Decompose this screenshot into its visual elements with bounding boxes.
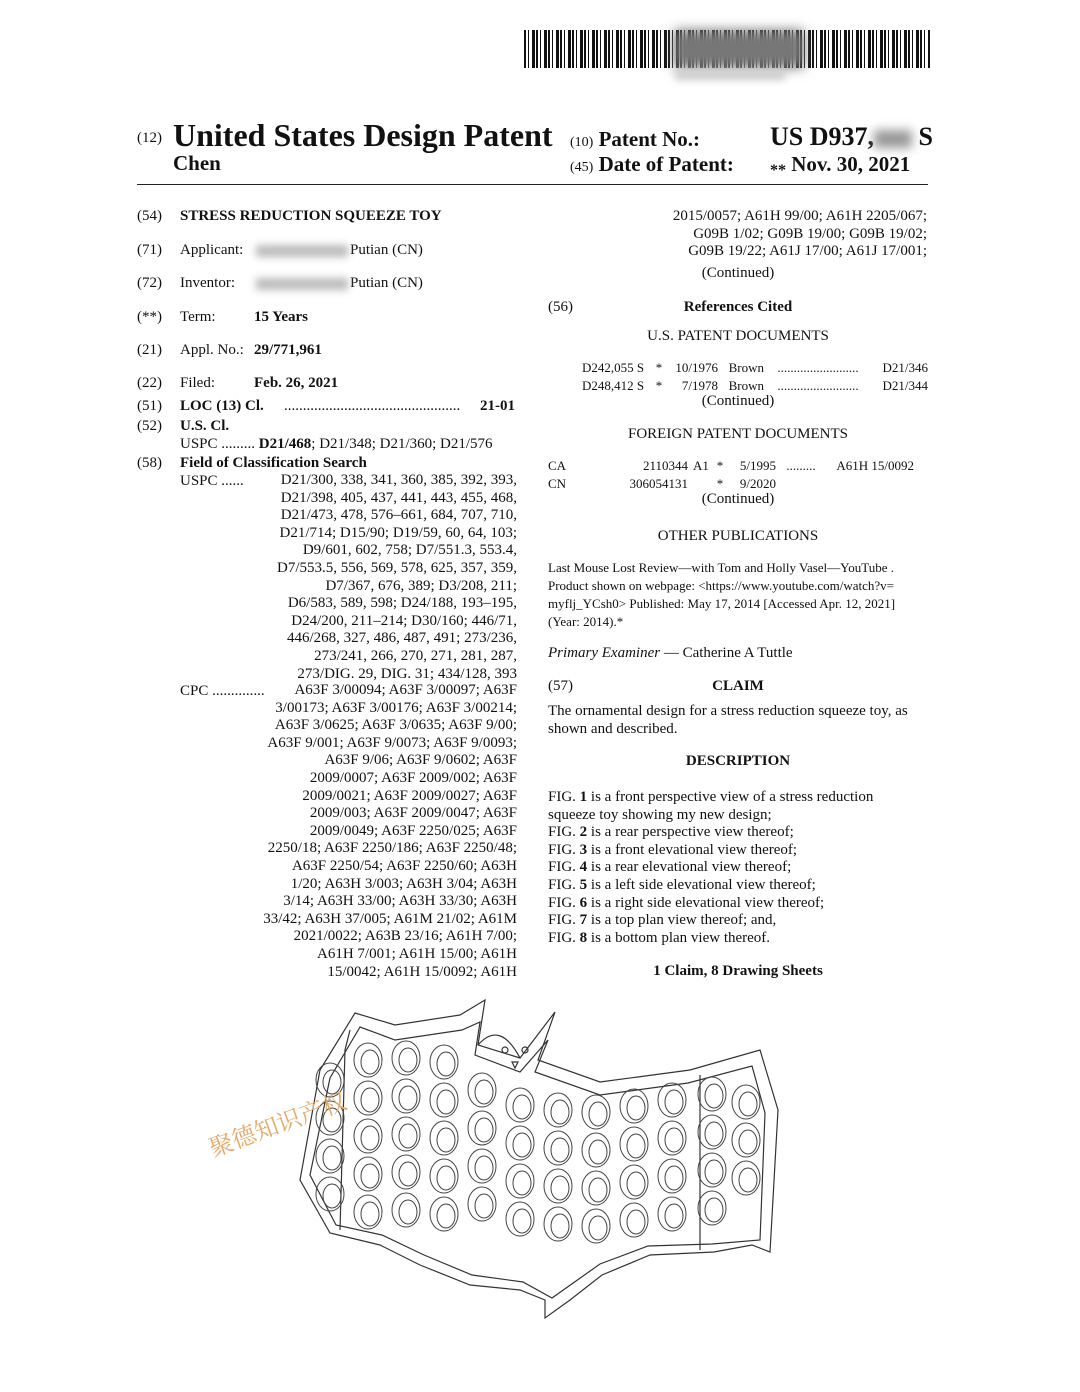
uspc-rest: ; D21/348; D21/360; D21/576 (311, 436, 493, 452)
references-title: References Cited (683, 299, 793, 315)
applicant-value (256, 242, 423, 259)
pop-bubble-inner (513, 1095, 531, 1119)
inventor-surname: Chen (173, 151, 221, 175)
fig-text: is a rear elevational view thereof; (590, 859, 792, 876)
cpc-search-line: A63F 9/06; A63F 9/0602; A63F (324, 752, 517, 769)
ref-number: D248,412 S (582, 378, 645, 393)
ref-star: * (716, 476, 724, 491)
bat-wing-ridge-left (340, 1030, 350, 1230)
cpc-search-line: 2009/0007; A63F 2009/002; A63F (309, 769, 517, 786)
appl-no-label: Appl. No.: (180, 342, 244, 358)
pop-bubble-inner (475, 1080, 493, 1104)
uspc2-prefix: USPC ...... (180, 473, 244, 489)
pop-bubble (698, 1077, 726, 1111)
pop-bubble (392, 1193, 420, 1227)
ref-star: * (655, 360, 663, 375)
claim-title: CLAIM (712, 678, 764, 694)
code-51: (51) (137, 398, 162, 414)
pop-bubble (620, 1089, 648, 1123)
code-58: (58) (137, 455, 162, 471)
classification-line: G09B 19/22; A61J 17/00; A61J 17/001; (688, 243, 927, 260)
patent-number-suffix: S (918, 122, 933, 151)
uspc-main: D21/468 (258, 436, 312, 452)
invention-title: STRESS REDUCTION SQUEEZE TOY (180, 208, 442, 224)
fig-text: is a top plan view thereof; and, (590, 912, 777, 929)
pop-bubble (698, 1191, 726, 1225)
pop-bubble (468, 1073, 496, 1107)
patent-date-text: Nov. 30, 2021 (791, 152, 911, 176)
classification-continued (600, 208, 927, 261)
ref-class: D21/344 (882, 378, 928, 393)
pop-bubble (430, 1159, 458, 1193)
code-52: (52) (137, 418, 162, 434)
claims-summary: 1 Claim, 8 Drawing Sheets (653, 963, 823, 979)
cpc-search-line: 1/20; A63H 3/003; A63H 3/04; A63H (290, 875, 517, 892)
cpc-search-line: 2021/0022; A63B 23/16; A61H 7/00; (293, 928, 517, 945)
figure-description-line (548, 912, 933, 930)
fig-label: FIG. (548, 876, 580, 893)
pop-bubble (354, 1119, 382, 1153)
pop-bubble (316, 1177, 344, 1211)
pop-bubble (620, 1203, 648, 1237)
code-57: (57) (548, 678, 573, 694)
pop-bubble-inner (739, 1092, 757, 1116)
examiner-dash: — (660, 645, 683, 661)
pop-bubble (698, 1153, 726, 1187)
examiner-line (548, 645, 793, 662)
foreign-docs-heading: FOREIGN PATENT DOCUMENTS (627, 426, 849, 442)
uspc-search-line: 273/241, 266, 270, 271, 281, 287, (314, 647, 517, 664)
figure-description-line (548, 895, 933, 913)
classification-line: G09B 1/02; G09B 19/00; G09B 19/02; (693, 225, 927, 242)
pop-bubble-inner (475, 1118, 493, 1142)
figure-description-line (548, 824, 933, 842)
us-reference-row (548, 360, 928, 378)
foreign-reference-row (548, 458, 928, 476)
ref-number: 306054131 (629, 476, 688, 491)
pop-bubble (506, 1126, 534, 1160)
other-publications-heading: OTHER PUBLICATIONS (657, 528, 819, 544)
pop-bubble-inner (437, 1204, 455, 1228)
figure-description-line (548, 842, 933, 860)
pop-bubble (582, 1133, 610, 1167)
pop-bubble-inner (399, 1162, 417, 1186)
uspc-search-line: 273/DIG. 29, DIG. 31; 434/128, 393 (297, 665, 517, 682)
pop-bubble (544, 1169, 572, 1203)
uspc-search-line: D21/714; D15/90; D19/59, 60, 64, 103; (279, 524, 517, 541)
uspc-search-line: D7/553.5, 556, 569, 578, 625, 357, 359, (277, 559, 517, 576)
us-patent-docs-heading: U.S. PATENT DOCUMENTS (647, 328, 829, 344)
pop-bubble (430, 1083, 458, 1117)
pop-bubble (582, 1095, 610, 1129)
pop-bubble-inner (399, 1200, 417, 1224)
pop-bubble-inner (437, 1166, 455, 1190)
pop-bubble-inner (739, 1130, 757, 1154)
fig-text: is a bottom plan view thereof. (590, 929, 771, 946)
pop-bubble (544, 1131, 572, 1165)
pop-bubble (430, 1197, 458, 1231)
redacted-inventor (256, 278, 348, 290)
uspc-line (180, 436, 493, 453)
code-71: (71) (137, 242, 162, 258)
pop-bubble (468, 1111, 496, 1145)
claim-text (548, 703, 933, 738)
loc-dots: ............................................... (284, 398, 461, 414)
publication-line: (Year: 2014).* (548, 614, 624, 629)
fig-number: 3 (579, 841, 588, 858)
patent-date (770, 152, 910, 177)
other-publications (548, 559, 933, 631)
claim-line: The ornamental design for a stress reduction squeeze toy, as (548, 703, 908, 719)
applicant-label: Applicant: (180, 242, 244, 258)
header-rule (137, 184, 928, 185)
pop-bubble-inner (437, 1128, 455, 1152)
figure-description-line (548, 877, 933, 895)
publication-line: Product shown on webpage: <https://www.youtube.com/watch?v= (548, 578, 894, 593)
document-type-title: United States Design Patent (173, 117, 553, 153)
bat-eye-left (502, 1047, 508, 1053)
pop-bubble (582, 1209, 610, 1243)
pop-bubble (392, 1079, 420, 1113)
cpc-search-line: 2009/003; A63F 2009/0047; A63F (309, 805, 517, 822)
watermark: 聚德知识产权 (205, 1087, 351, 1163)
pop-bubble-inner (513, 1133, 531, 1157)
loc-label: LOC (13) Cl. (180, 398, 264, 414)
pop-bubble (620, 1127, 648, 1161)
inventor-location: Putian (CN) (350, 275, 423, 291)
pop-bubble (506, 1164, 534, 1198)
ref-class: A61H 15/0092 (836, 458, 914, 473)
code-term: (**) (137, 309, 162, 325)
fig-text: is a left side elevational view thereof; (590, 876, 816, 893)
continued-3: (Continued) (701, 491, 775, 507)
cpc-search-line: 3/14; A63H 33/00; A63H 33/30; A63H (283, 893, 517, 910)
publication-line: Last Mouse Lost Review—with Tom and Holly Vasel—YouTube . (548, 560, 895, 575)
bat-head (478, 1035, 520, 1058)
ref-number: 2110344 (642, 458, 688, 473)
cpc-prefix: CPC .............. (180, 683, 265, 699)
fig-label: FIG. (548, 912, 580, 929)
ref-date: 10/1976 (675, 360, 718, 375)
cpc-search-line: A61H 7/001; A61H 15/00; A61H (316, 945, 517, 962)
bat-nose (512, 1062, 518, 1068)
pop-bubble-inner (589, 1140, 607, 1164)
code-10: (10) (570, 135, 594, 150)
uspc-search-line: D21/473, 478, 576–661, 684, 707, 710, (280, 507, 517, 524)
code-72: (72) (137, 275, 162, 291)
pop-bubble (544, 1093, 572, 1127)
pop-bubble-inner (323, 1146, 341, 1170)
cpc-search-line: A63F 3/00094; A63F 3/00097; A63F (294, 682, 517, 698)
patent-number-text: US D937, (770, 122, 875, 151)
ref-kind: A1 (693, 458, 709, 473)
pop-bubble-inner (399, 1048, 417, 1072)
uspc-search-line: 446/268, 327, 486, 487, 491; 273/236, (286, 630, 517, 647)
code-45: (45) (570, 160, 594, 175)
pop-bubble (582, 1171, 610, 1205)
inventor-label: Inventor: (180, 275, 235, 291)
us-cl-label: U.S. Cl. (180, 418, 230, 434)
cpc-search-list (230, 682, 517, 981)
pop-bubble-inner (437, 1090, 455, 1114)
filed-label: Filed: (180, 375, 216, 391)
uspc-search-line: D21/398, 405, 437, 441, 443, 455, 468, (280, 489, 517, 506)
pop-bubble-inner (705, 1122, 723, 1146)
barcode-number-redacted (675, 70, 785, 80)
pop-bubble-inner (475, 1156, 493, 1180)
ref-name: Brown (728, 360, 764, 375)
pop-bubble-inner (665, 1166, 683, 1190)
figure-descriptions (548, 789, 933, 947)
pop-bubble-inner (475, 1194, 493, 1218)
uspc-search-line: D24/200, 211–214; D30/160; 446/71, (291, 612, 517, 629)
examiner-label: Primary Examiner (548, 645, 661, 661)
pop-bubble (354, 1195, 382, 1229)
fig-number: 4 (579, 859, 588, 876)
ref-dots: ......... (786, 458, 816, 473)
fig-number: 6 (579, 894, 588, 911)
pop-bubble-inner (739, 1168, 757, 1192)
figure-description-line (548, 789, 933, 807)
fig-label: FIG. (548, 824, 580, 841)
cpc-search-line: 2009/0049; A63F 2250/025; A63F (309, 822, 517, 839)
fig-text: is a right side elevational view thereof; (590, 894, 825, 911)
bubble-grid (316, 1041, 760, 1243)
pop-bubble (658, 1197, 686, 1231)
pop-bubble-inner (513, 1171, 531, 1195)
ref-date: 5/1995 (739, 458, 776, 473)
fig-text: is a front perspective view of a stress reduction (590, 789, 874, 805)
bat-outline-inner (310, 1022, 765, 1298)
cpc-search-line: 33/42; A63H 37/005; A61M 21/02; A61M (263, 910, 517, 927)
pop-bubble-inner (323, 1184, 341, 1208)
classification-line: 2015/0057; A61H 99/00; A61H 2205/067; (672, 208, 927, 224)
uspc-prefix: USPC ......... (180, 436, 256, 452)
cpc-search-line: 2009/0021; A63F 2009/0027; A63F (302, 787, 517, 804)
pop-bubble (544, 1207, 572, 1241)
pop-bubble (430, 1121, 458, 1155)
pop-bubble (316, 1139, 344, 1173)
code-56: (56) (548, 299, 573, 315)
pop-bubble-inner (705, 1198, 723, 1222)
cpc-search-line: 15/0042; A61H 15/0092; A61H (327, 963, 517, 980)
figure-description-line (548, 807, 933, 825)
code-12: (12) (137, 130, 162, 146)
pop-bubble (506, 1088, 534, 1122)
pop-bubble (468, 1149, 496, 1183)
cpc-search-line: 3/00173; A63F 3/00176; A63F 3/00214; (275, 699, 517, 716)
bat-outline-outer (300, 1000, 778, 1318)
uspc-search-line: D21/300, 338, 341, 360, 385, 392, 393, (280, 472, 517, 488)
pop-bubble (732, 1161, 760, 1195)
pop-bubble-inner (361, 1164, 379, 1188)
pop-bubble-inner (589, 1216, 607, 1240)
publication-line: myflj_YCsh0> Published: May 17, 2014 [Accessed Apr. 12, 2021] (548, 596, 896, 611)
claim-line: shown and described. (548, 720, 678, 737)
term-label: Term: (180, 309, 216, 325)
ref-country: CA (548, 458, 567, 473)
ref-number: D242,055 S (582, 360, 645, 375)
redacted-applicant (256, 245, 348, 257)
pop-bubble-inner (589, 1178, 607, 1202)
fig-label: FIG. (548, 859, 580, 876)
continued-2: (Continued) (701, 393, 775, 409)
pop-bubble (732, 1123, 760, 1157)
uspc-search-list (250, 472, 517, 683)
ref-date: 7/1978 (681, 378, 718, 393)
uspc-search-line: D6/583, 589, 598; D24/188, 193–195, (287, 595, 517, 612)
fig-number: 2 (579, 824, 588, 841)
description-title: DESCRIPTION (685, 753, 791, 769)
pop-bubble-inner (551, 1176, 569, 1200)
bat-eye-right (522, 1047, 528, 1053)
pop-bubble-inner (665, 1128, 683, 1152)
pop-bubble (732, 1085, 760, 1119)
us-references (548, 360, 928, 396)
pop-bubble-inner (551, 1138, 569, 1162)
ref-country: CN (548, 476, 567, 491)
filed-value: Feb. 26, 2021 (254, 375, 339, 391)
fig-label: FIG. (548, 789, 580, 805)
pop-bubble-inner (361, 1088, 379, 1112)
applicant-location: Putian (CN) (350, 242, 423, 258)
pop-bubble-inner (361, 1202, 379, 1226)
pop-bubble-inner (361, 1126, 379, 1150)
cpc-search-line: 2250/18; A63F 2250/186; A63F 2250/48; (267, 840, 517, 857)
fig-label: FIG. (548, 929, 580, 946)
ref-name: Brown (728, 378, 764, 393)
ref-class: D21/346 (882, 360, 928, 375)
date-label-text: Date of Patent: (598, 152, 734, 176)
fig-number: 8 (579, 929, 588, 946)
pop-bubble (392, 1155, 420, 1189)
fig-text: is a rear perspective view thereof; (590, 824, 794, 841)
pop-bubble-inner (665, 1090, 683, 1114)
fig-label: FIG. (548, 894, 580, 911)
pop-bubble-inner (665, 1204, 683, 1228)
figure-description-line (548, 859, 933, 877)
fig-text: is a front elevational view thereof; (590, 841, 798, 858)
pop-bubble-inner (627, 1172, 645, 1196)
cpc-search-line: A63F 9/001; A63F 9/0073; A63F 9/0093; (267, 734, 517, 751)
pop-bubble-inner (705, 1084, 723, 1108)
pop-bubble (620, 1165, 648, 1199)
fig-number: 7 (579, 912, 588, 929)
pop-bubble (506, 1202, 534, 1236)
pop-bubble (468, 1187, 496, 1221)
ref-date: 9/2020 (739, 476, 776, 491)
pop-bubble-inner (551, 1100, 569, 1124)
pop-bubble-inner (399, 1124, 417, 1148)
ref-star: * (655, 378, 663, 393)
pop-bubble-inner (627, 1210, 645, 1234)
foreign-references (548, 458, 928, 494)
pop-bubble-inner (705, 1160, 723, 1184)
code-54: (54) (137, 208, 162, 224)
cpc-search-line: A63F 3/0625; A63F 3/0635; A63F 9/00; (274, 717, 517, 734)
pop-bubble (658, 1121, 686, 1155)
code-21: (21) (137, 342, 162, 358)
field-search-label: Field of Classification Search (180, 455, 367, 471)
pop-bubble-inner (589, 1102, 607, 1126)
fig-number: 5 (579, 876, 588, 893)
pop-bubble-inner (399, 1086, 417, 1110)
inventor-value (256, 275, 423, 292)
ref-star: * (716, 458, 724, 473)
ref-dots: ......................... (777, 360, 859, 375)
pop-bubble (698, 1115, 726, 1149)
date-label (570, 152, 734, 177)
pop-bubble-inner (551, 1214, 569, 1238)
pop-bubble (392, 1117, 420, 1151)
pop-bubble (354, 1157, 382, 1191)
examiner-name: Catherine A Tuttle (682, 645, 793, 661)
pop-bubble-inner (513, 1209, 531, 1233)
pop-bubble-inner (627, 1134, 645, 1158)
continued-1: (Continued) (701, 265, 775, 281)
pop-bubble-inner (627, 1096, 645, 1120)
pop-bubble (354, 1043, 382, 1077)
pop-bubble (658, 1083, 686, 1117)
pop-bubble-inner (437, 1052, 455, 1076)
uspc-search-line: D7/367, 676, 389; D3/208, 211; (325, 577, 517, 594)
fig-label: FIG. (548, 841, 580, 858)
term-value: 15 Years (254, 309, 309, 325)
patent-no-label-text: Patent No.: (598, 127, 701, 151)
appl-no-value: 29/771,961 (254, 342, 322, 358)
fig-number: 1 (579, 789, 588, 805)
patent-number (770, 122, 933, 152)
patent-number-label (570, 127, 700, 152)
uspc-search-line: D9/601, 602, 758; D7/551.3, 553.4, (302, 542, 517, 559)
loc-value: 21-01 (480, 398, 515, 414)
pop-bubble-inner (361, 1050, 379, 1074)
barcode (524, 30, 930, 68)
figure-description-line (548, 930, 933, 948)
date-marker: ** (770, 162, 786, 179)
ref-dots: ......................... (777, 378, 859, 393)
cpc-search-line: A63F 2250/54; A63F 2250/60; A63H (291, 857, 517, 874)
redacted-digits (874, 130, 912, 148)
fig-text: squeeze toy showing my new design; (548, 806, 772, 823)
pop-bubble (392, 1041, 420, 1075)
pop-bubble (430, 1045, 458, 1079)
code-22: (22) (137, 375, 162, 391)
pop-bubble (354, 1081, 382, 1115)
pop-bubble (658, 1159, 686, 1193)
